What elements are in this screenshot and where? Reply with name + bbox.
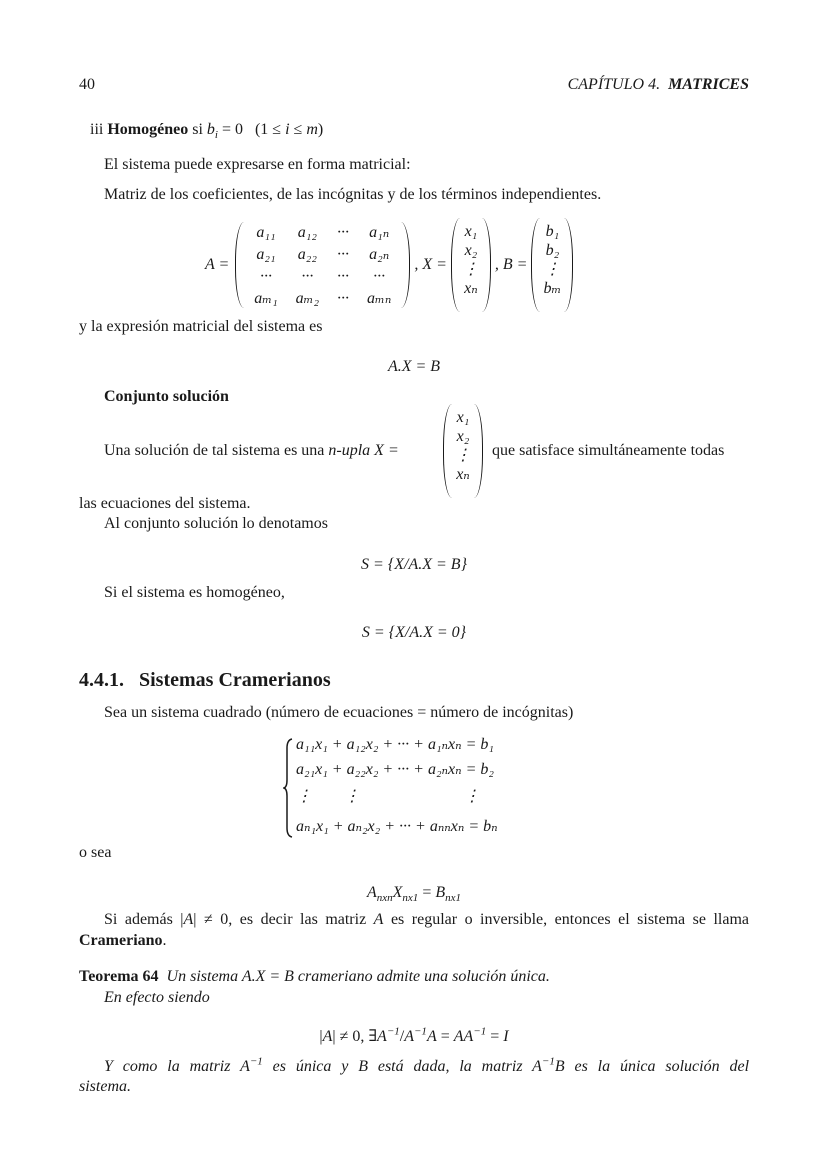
matrix-entry: a₂ₙ [369,246,390,263]
matrix-a [235,222,410,308]
vector-entry: bₘ [543,280,562,297]
matrix-x-label: , X = [414,256,447,273]
math-token: = [418,884,436,901]
equation [0,1027,828,1047]
item-iii [90,120,323,140]
subscript: i [214,129,218,142]
paragraph [79,931,167,951]
math-token: I [503,1028,509,1045]
vector-entry: xₙ [464,280,478,297]
math-token: ) [317,121,324,138]
math-token: B [358,1058,368,1075]
vector-entry: x₁ [456,409,470,426]
math-token: $A^{-1}$ [404,1025,427,1045]
superscript: −1 [249,1055,263,1068]
subscript: nx1 [445,892,462,905]
theorem-label: Teorema 64 [79,968,159,985]
solution-vector [443,408,483,494]
text: Una solución de tal sistema es una [104,442,325,459]
paragraph [104,1057,749,1077]
math-token: está dada, la matriz [367,1058,533,1075]
superscript: −1 [414,1025,427,1038]
matrix-entry: ··· [259,268,272,285]
math-token: = [486,1028,504,1045]
item-label: iii [90,121,104,138]
paragraph: y la expresión matricial del sistema es [79,318,323,335]
math-token: $A_{nxn}$ [366,884,393,905]
math-token: B [554,1058,565,1075]
section-heading [79,668,331,692]
math-token: $b_i$ [206,121,218,142]
vector-entry: x₁ [464,223,478,240]
math: X = [374,442,399,459]
math-token: $B_{nx1}$ [435,884,462,905]
math-token: | [319,1028,323,1045]
superscript: −1 [473,1025,487,1038]
matrix-entry: ··· [337,224,350,241]
math-token: es única y [262,1058,359,1075]
paragraph: las ecuaciones del sistema. [79,495,251,512]
subheading: Conjunto solución [104,388,229,405]
vector-b [531,218,573,312]
equation [0,883,828,903]
math-token: | ≠ 0, es decir las matriz [193,911,374,928]
vector-x [451,218,491,312]
vector-entry: ⋮ [462,261,479,278]
system-row: aₙ₁x₁ + aₙ₂x₂ + ··· + aₙₙxₙ = bₙ [296,818,498,835]
paragraph: El sistema puede expresarse en forma matricial: [104,156,411,173]
system-row: a₂₁x₁ + a₂₂x₂ + ··· + a₂ₙxₙ = b₂ [296,761,494,778]
paragraph: Al conjunto solución lo denotamos [104,515,328,532]
system-row: a₁₁x₁ + a₁₂x₂ + ··· + a₁ₙxₙ = b₁ [296,736,494,753]
vector-entry: b₂ [545,242,560,259]
math-token: A [426,1028,437,1045]
vector-entry: ⋮ [544,261,561,278]
vector-entries [451,408,475,494]
matrix-row [245,266,400,288]
paragraph: Matriz de los coeficientes, de las incógnitas y de los términos independientes. [104,186,602,203]
vector-entries [459,222,483,308]
chapter-title: MATRICES [668,76,749,93]
matrix-entry: a₁ₙ [369,224,390,241]
matrix-entry: aₘ₁ [254,290,278,307]
vector-entry: x₂ [456,428,470,445]
equation: S = {X/A.X = B} [361,556,467,573]
math-token: es la única solución del [564,1058,750,1075]
text: . [162,932,167,949]
matrix-entry: a₂₂ [297,246,317,263]
matrix-entry: a₂₁ [256,246,276,263]
theorem-statement: Un sistema A.X = B crameriano admite una solución única. [166,968,550,985]
math-token: | ≠ 0, ∃ [332,1028,378,1045]
matrix-entry: ··· [373,268,386,285]
paragraph [104,910,749,930]
paragraph: sistema. [79,1078,131,1095]
math-token: Si además | [104,911,184,928]
math-token: $AA^{-1}$ [453,1025,487,1045]
vector-entry: x₂ [464,242,478,259]
paragraph: que satisface simultáneamente todas [492,442,725,459]
page-number: 40 [79,76,95,93]
math-token: Y como la matriz [104,1058,241,1075]
vector-x [443,404,483,498]
item-term: Homogéneo [107,121,189,138]
item-math [188,121,324,142]
matrix-entry: aₘ₂ [295,290,320,307]
matrix-b-label: , B = [494,256,528,273]
math-token: i [285,121,290,138]
subscript: nxn [376,892,393,905]
superscript: −1 [386,1025,400,1038]
equation: S = {X/A.X = 0} [361,624,467,641]
paragraph: o sea [79,844,112,861]
math-token: A [322,1028,333,1045]
running-header [568,75,749,95]
vector-entry: ⋮ [455,447,471,464]
math-token: $A^{-1}$ [377,1025,400,1045]
theorem [79,967,550,987]
superscript: −1 [541,1055,555,1068]
matrix-a-grid [245,222,400,310]
vector-entry: xₙ [456,466,470,483]
math-token: $A^{-1}$ [532,1055,555,1075]
vector-entries [539,222,565,308]
math-token: = 0 (1 ≤ [217,121,286,138]
math-token: A [183,911,194,928]
term: n-upla [328,442,371,459]
paragraph: Si el sistema es homogéneo, [104,584,285,601]
matrix-row [245,222,400,244]
math-token: es regular o inversible, entonces el sistema se llama [383,911,749,928]
matrix-entry: ··· [301,268,314,285]
matrix-entry: a₁₁ [256,224,276,241]
math-token: = [436,1028,454,1045]
math-token: si [188,121,207,138]
equation: A.X = B [387,358,441,375]
matrix-entry: ··· [337,246,350,263]
math-token: m [306,121,318,138]
matrix-row [245,288,400,310]
matrix-row [245,244,400,266]
left-brace-icon [283,738,293,838]
math-token: $A^{-1}$ [240,1055,263,1075]
section-number: 4.4.1. [79,669,124,691]
paragraph: En efecto siendo [104,989,210,1006]
vector-entry: b₁ [545,223,560,240]
math-token: A [373,911,384,928]
paragraph: Sea un sistema cuadrado (número de ecuaciones = número de incógnitas) [104,704,574,721]
math-token: / [399,1028,405,1045]
math-token: ≤ [289,121,307,138]
matrix-entry: ··· [337,290,350,307]
math-token: $X_{nx1}$ [392,884,419,905]
term: Crameriano [79,932,163,949]
matrix-entry: ··· [337,268,350,285]
matrix-entry: aₘₙ [367,290,392,307]
chapter-prefix: CAPÍTULO 4. [567,76,661,93]
matrix-definitions [205,222,573,308]
system-row: ⋮ ⋮ ⋮ [296,788,480,805]
subscript: nx1 [402,892,419,905]
matrix-a-label: A = [205,256,230,273]
matrix-entry: a₁₂ [297,224,317,241]
paragraph [104,441,399,461]
section-title: Sistemas Cramerianos [139,669,331,691]
